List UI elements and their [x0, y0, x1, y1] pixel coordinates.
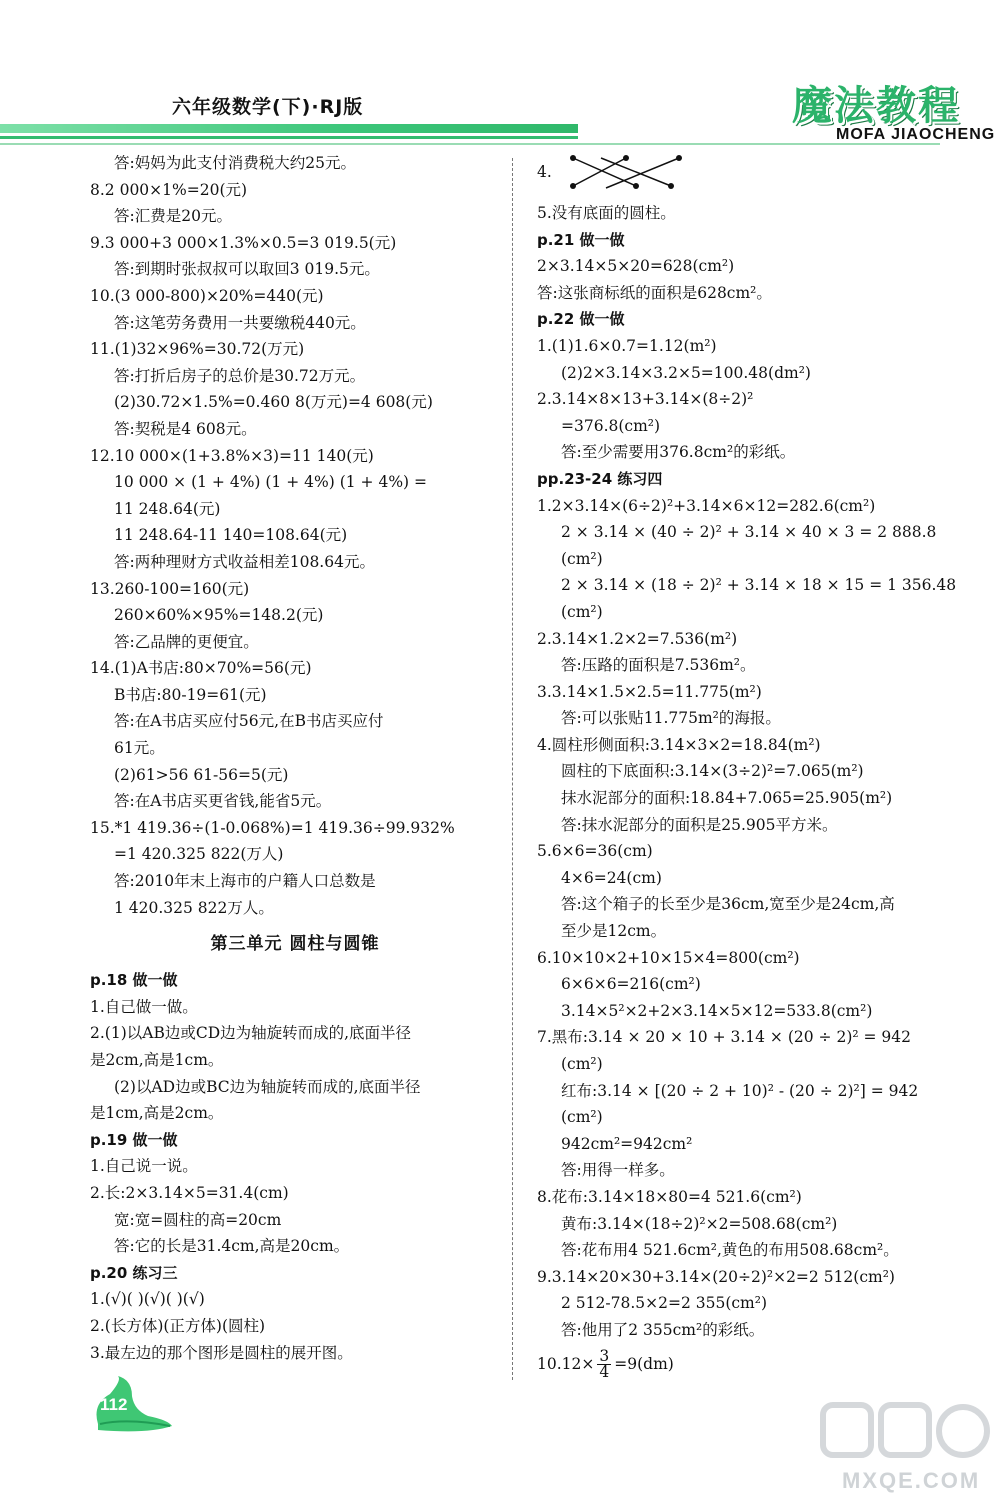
- answer-line: 答:压路的面积是7.536m²。: [561, 656, 756, 675]
- answer-line: 1.自己做一做。: [90, 997, 198, 1016]
- answer-line: 答:两种理财方式收益相差108.64元。: [114, 552, 375, 571]
- right-column: [537, 150, 957, 1384]
- answer-line: 260×60%×95%=148.2(元): [114, 606, 324, 625]
- matching-lines-figure: [561, 150, 691, 196]
- answer-line: 答:妈妈为此支付消费税大约25元。: [114, 154, 356, 172]
- answer-line: 黄布:3.14×(18÷2)²×2=508.68(cm²): [561, 1214, 838, 1233]
- answer-line: 3.最左边的那个图形是圆柱的展开图。: [90, 1343, 353, 1362]
- answer-line: 答:抹水泥部分的面积是25.905平方米。: [561, 815, 838, 834]
- answer-line: 1.自己说一说。: [90, 1157, 198, 1176]
- answer-line: 抹水泥部分的面积:18.84+7.065=25.905(m²): [561, 789, 893, 808]
- answer-line: 答:花布用4 521.6cm²,黄色的布用508.68cm²。: [561, 1241, 899, 1260]
- answer-line: 答:他用了2 355cm²的彩纸。: [561, 1320, 765, 1339]
- answer-line: (2)以AD边或BC边为轴旋转而成的,底面半径: [114, 1077, 421, 1096]
- fraction-denominator: 4: [599, 1363, 610, 1382]
- answer-line: 是2cm,高是1cm。: [90, 1051, 224, 1069]
- answer-line: 11.(1)32×96%=30.72(万元): [90, 340, 305, 359]
- answer-line: 2.3.14×1.2×2=7.536(m²): [537, 629, 738, 648]
- column-divider: [512, 158, 513, 1380]
- answer-line: 答:用得一样多。: [561, 1161, 675, 1180]
- fraction: [597, 1349, 611, 1380]
- section-heading: p.22 做一做: [537, 310, 625, 329]
- section-heading: p.21 做一做: [537, 230, 625, 249]
- answer-line: 2.(长方体)(正方体)(圆柱): [90, 1316, 266, 1335]
- answer-line: 答:可以张贴11.775m²的海报。: [561, 709, 781, 728]
- answer-line: 答:汇费是20元。: [114, 207, 232, 226]
- answer-line: 答:这笔劳务费用一共要缴税440元。: [114, 313, 366, 332]
- answer-line: (2)2×3.14×3.2×5=100.48(dm²): [561, 363, 811, 382]
- answer-line: 8.2 000×1%=20(元): [90, 180, 248, 199]
- answer-line: 6.10×10×2+10×15×4=800(cm²): [537, 948, 800, 967]
- answer-line: (cm²): [561, 1108, 603, 1127]
- answer-line: 宽:宽=圆柱的高=20cm: [114, 1210, 282, 1229]
- answer-line: 答:乙品牌的更便宜。: [114, 632, 259, 651]
- answer-line: 10 000 × (1 + 4%) (1 + 4%) (1 + 4%) =: [114, 473, 428, 492]
- answer-line: 答:2010年末上海市的户籍人口总数是: [114, 872, 376, 891]
- answer-line: 圆柱的下底面积:3.14×(3÷2)²=7.065(m²): [561, 762, 864, 781]
- answer-line: B书店:80-19=61(元): [114, 685, 267, 704]
- answer-line: 2.3.14×8×13+3.14×(8÷2)²: [537, 390, 754, 409]
- answer-line: 7.黑布:3.14 × 20 × 10 + 3.14 × (20 ÷ 2)² = 942: [537, 1028, 912, 1047]
- answer-line: 是1cm,高是2cm。: [90, 1104, 224, 1123]
- section-heading: p.19 做一做: [90, 1130, 178, 1149]
- answer-line: 942cm²=942cm²: [561, 1134, 693, 1153]
- section-heading: p.20 练习三: [90, 1263, 178, 1282]
- brand-logo: 魔法教程: [792, 83, 960, 129]
- answer-line: 2.(1)以AB边或CD边为轴旋转而成的,底面半径: [90, 1024, 412, 1043]
- answer-line: 1.2×3.14×(6÷2)²+3.14×6×12=282.6(cm²): [537, 496, 876, 515]
- answer-line: (2)30.72×1.5%=0.460 8(万元)=4 608(元): [114, 393, 433, 412]
- answer-line: 答:这个箱子的长至少是36cm,宽至少是24cm,高: [561, 895, 895, 914]
- page-number: 112: [100, 1395, 128, 1414]
- answer-line: 答:它的长是31.4cm,高是20cm。: [114, 1237, 350, 1256]
- answer-line: 答:这张商标纸的面积是628cm²。: [537, 283, 772, 302]
- answer-line: 2 × 3.14 × (40 ÷ 2)² + 3.14 × 40 × 3 = 2 888.8: [561, 523, 937, 542]
- answer-line: =1 420.325 822(万人): [114, 845, 284, 864]
- answer-line: 2 × 3.14 × (18 ÷ 2)² + 3.14 × 18 × 15 = 1 356.48: [561, 576, 957, 595]
- answer-line: [537, 150, 947, 200]
- answer-line: 4.圆柱形侧面积:3.14×3×2=18.84(m²): [537, 735, 821, 754]
- expression-start: 10.12×: [537, 1354, 595, 1373]
- answer-line: 61元。: [114, 739, 165, 758]
- answer-line: (cm²): [561, 602, 603, 621]
- header-bar: [0, 124, 578, 133]
- header-rule: [0, 143, 940, 145]
- section-heading: pp.23-24 练习四: [537, 469, 663, 488]
- answer-line: 8.花布:3.14×18×80=4 521.6(cm²): [537, 1187, 802, 1206]
- answer-line: 2×3.14×5×20=628(cm²): [537, 257, 735, 276]
- answer-line: [537, 1344, 947, 1384]
- answer-line: 5.6×6=36(cm): [537, 842, 653, 861]
- answer-line: 9.3 000+3 000×1.3%×0.5=3 019.5(元): [90, 233, 397, 252]
- answer-line: 3.14×5²×2+2×3.14×5×12=533.8(cm²): [561, 1001, 873, 1020]
- fraction-numerator: 3: [599, 1347, 610, 1366]
- answer-line: 至少是12cm。: [561, 922, 667, 941]
- answer-line: 5.没有底面的圆柱。: [537, 204, 676, 222]
- answer-line: 答:在A书店买更省钱,能省5元。: [114, 792, 332, 811]
- unit-heading: 第三单元 圆柱与圆锥: [210, 934, 380, 955]
- answer-line: 11 248.64(元): [114, 499, 221, 518]
- expression-end: =9(dm): [614, 1354, 674, 1373]
- answer-line: 2.长:2×3.14×5=31.4(cm): [90, 1183, 289, 1202]
- answer-line: 答:打折后房子的总价是30.72万元。: [114, 366, 366, 385]
- answer-line: 6×6×6=216(cm²): [561, 975, 701, 994]
- answer-line: 答:至少需要用376.8cm²的彩纸。: [561, 443, 796, 462]
- answer-line: 答:在A书店买应付56元,在B书店买应付: [114, 712, 384, 731]
- answer-line: 答:到期时张叔叔可以取回3 019.5元。: [114, 260, 380, 279]
- answer-line: =376.8(cm²): [561, 416, 661, 435]
- answer-line: 1.(1)1.6×0.7=1.12(m²): [537, 336, 717, 355]
- brand-logo-subtitle: MOFA JIAOCHENG: [836, 126, 996, 143]
- answer-line: 11 248.64-11 140=108.64(元): [114, 526, 348, 545]
- answer-line: 15.*1 419.36÷(1-0.068%)=1 419.36÷99.932%: [90, 818, 455, 837]
- header-bar-thin: [0, 136, 578, 139]
- answer-line: 1.(√)( )(√)( )(√): [90, 1290, 205, 1309]
- answer-line: 10.(3 000-800)×20%=440(元): [90, 286, 324, 305]
- answer-line: 13.260-100=160(元): [90, 579, 250, 598]
- answer-line: 9.3.14×20×30+3.14×(20÷2)²×2=2 512(cm²): [537, 1267, 895, 1286]
- item-number: 4.: [537, 163, 552, 181]
- answer-line: 12.10 000×(1+3.8%×3)=11 140(元): [90, 446, 374, 465]
- section-heading: p.18 做一做: [90, 971, 178, 990]
- answer-line: 14.(1)A书店:80×70%=56(元): [90, 659, 312, 678]
- book-title: 六年级数学(下)·RJ版: [172, 96, 364, 118]
- watermark-text: MXQE.COM: [842, 1468, 981, 1493]
- answer-line: (2)61>56 61-56=5(元): [114, 765, 289, 784]
- answer-line: 答:契税是4 608元。: [114, 419, 257, 438]
- answer-line: 3.3.14×1.5×2.5=11.775(m²): [537, 682, 762, 701]
- left-column: [90, 150, 500, 1366]
- answer-line: (cm²): [561, 1055, 603, 1073]
- answer-line: 4×6=24(cm): [561, 868, 662, 887]
- answer-line: 红布:3.14 × [(20 ÷ 2 + 10)² - (20 ÷ 2)²] = 942: [561, 1081, 919, 1100]
- answer-line: 2 512-78.5×2=2 355(cm²): [561, 1294, 768, 1313]
- answer-line: 1 420.325 822万人。: [114, 898, 274, 917]
- answer-line: (cm²): [561, 549, 603, 568]
